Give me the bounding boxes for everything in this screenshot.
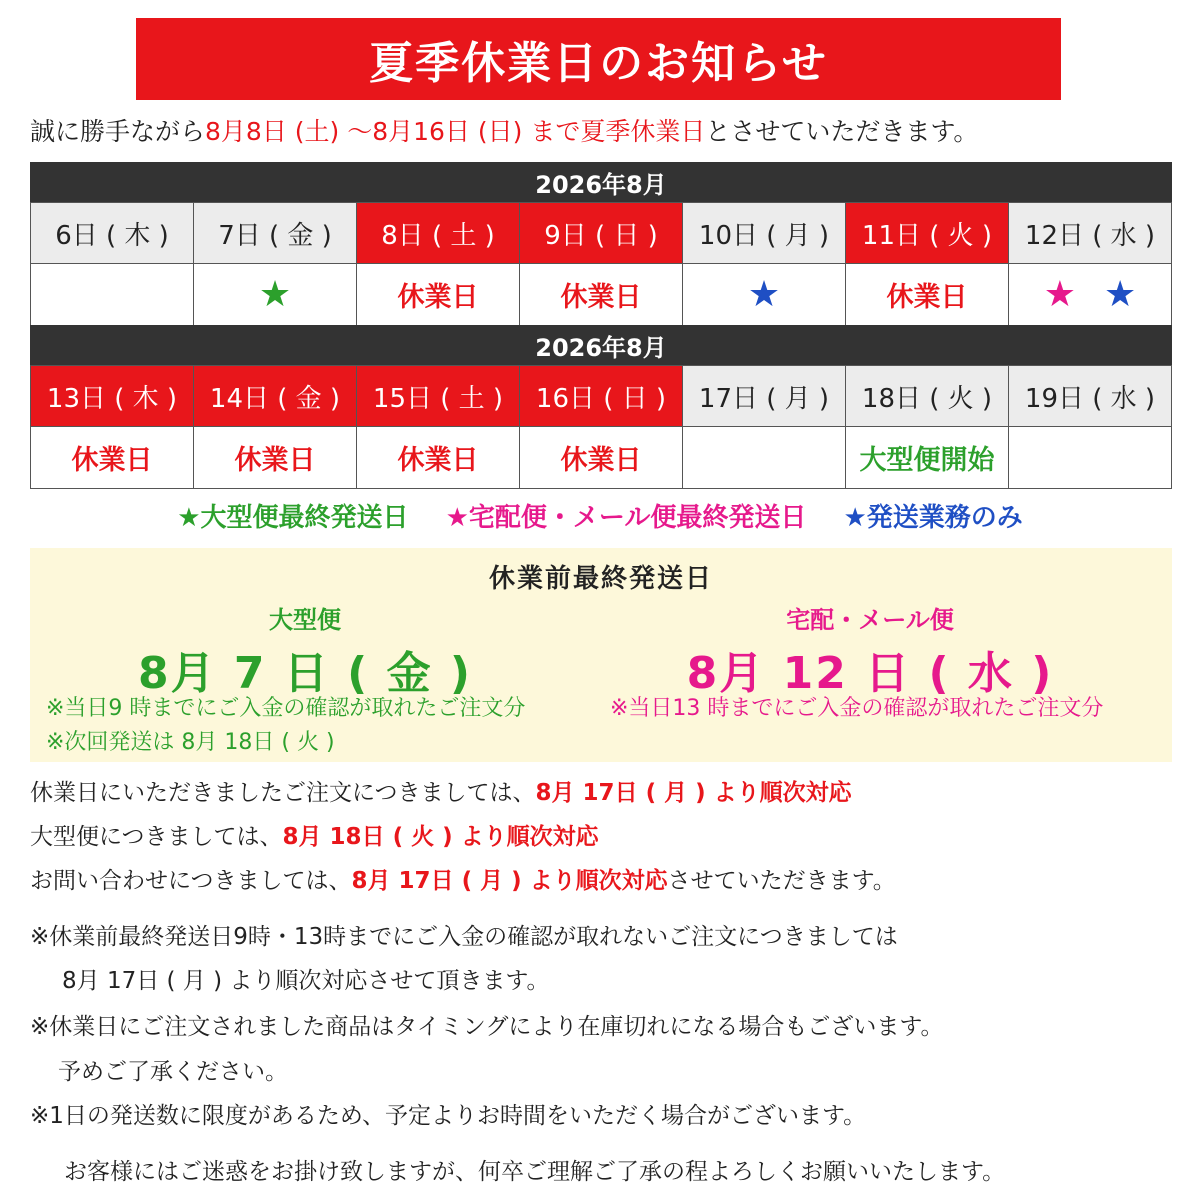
note-limit: ※1日の発送数に限度があるため、予定よりお時間をいただく場合がございます。 [30, 1103, 867, 1129]
calendar-day: 6日 ( 木 ) [31, 203, 194, 264]
calendar-note: 休業日 [520, 427, 683, 489]
note-stock-cont: 予めご了承ください。 [58, 1059, 288, 1085]
calendar-note: 休業日 [520, 264, 683, 326]
calendar-day: 17日 ( 月 ) [683, 366, 846, 427]
calendar-day: 8日 ( 土 ) [357, 203, 520, 264]
calendar-day: 7日 ( 金 ) [194, 203, 357, 264]
calendar-note [194, 264, 357, 326]
calendar-week-2 [30, 325, 1172, 489]
calendar-day: 12日 ( 水 ) [1009, 203, 1172, 264]
closing-message: お客様にはご迷惑をお掛け致しますが、何卒ご理解ご了承の程よろしくお願いいたします。 [64, 1159, 1006, 1185]
large-shipping-date: 8月 7 日 ( 金 ) [137, 648, 473, 699]
info-highlight: 8月 18日 ( 火 ) より順次対応 [282, 824, 599, 850]
info-line-orders [30, 774, 852, 807]
calendar-note: 休業日 [357, 264, 520, 326]
large-shipping-column [30, 600, 580, 701]
calendar-note: 大型便開始 [846, 427, 1009, 489]
calendar-day: 14日 ( 金 ) [194, 366, 357, 427]
mail-shipping-column [570, 600, 1170, 701]
calendar-day: 18日 ( 火 ) [846, 366, 1009, 427]
page-title: 夏季休業日のお知らせ [369, 38, 828, 89]
calendar-note [683, 264, 846, 326]
info-line-inquiry [30, 862, 896, 895]
intro-after: とさせていただきます。 [705, 117, 979, 146]
intro-text [30, 112, 1180, 148]
calendar-month-header: 2026年8月 [30, 325, 1172, 365]
info-highlight: 8月 17日 ( 月 ) より順次対応 [535, 780, 852, 806]
legend-large-final: ★大型便最終発送日 [177, 503, 409, 533]
large-shipping-label: 大型便 [269, 606, 341, 634]
info-text: 休業日にいただきましたご注文につきましては、 [30, 780, 536, 806]
calendar-day: 10日 ( 月 ) [683, 203, 846, 264]
calendar-day-row [31, 203, 1172, 264]
calendar-day: 16日 ( 日 ) [520, 366, 683, 427]
calendar-week-1 [30, 162, 1172, 326]
legend-shipping-only: ★発送業務のみ [843, 503, 1023, 533]
calendar-day: 19日 ( 水 ) [1009, 366, 1172, 427]
calendar-note [31, 264, 194, 326]
note-stock: ※休業日にご注文されました商品はタイミングにより在庫切れになる場合もございます。 [30, 1014, 944, 1040]
intro-period: 8月8日 (土) 〜8月16日 (日) まで夏季休業日 [205, 117, 706, 146]
info-line-large [30, 818, 599, 851]
calendar-day: 15日 ( 土 ) [357, 366, 520, 427]
calendar-table [30, 202, 1172, 326]
info-text: 大型便につきましては、 [30, 824, 283, 850]
calendar-day: 11日 ( 火 ) [846, 203, 1009, 264]
calendar-note [1009, 427, 1172, 489]
calendar-day-row [31, 366, 1172, 427]
note-payment: ※休業前最終発送日9時・13時までにご入金の確認が取れないご注文につきましては [30, 924, 898, 950]
calendar-note: 休業日 [846, 264, 1009, 326]
calendar-note-row [31, 427, 1172, 489]
mail-shipping-label: 宅配・メール便 [786, 606, 954, 634]
calendar-month-header: 2026年8月 [30, 162, 1172, 202]
star-icon: ★ [1043, 274, 1076, 315]
calendar-note-row [31, 264, 1172, 326]
calendar-note [1009, 264, 1172, 326]
large-shipping-note: ※当日9 時までにご入金の確認が取れたご注文分 [46, 696, 526, 721]
calendar-table [30, 365, 1172, 489]
info-text: お問い合わせにつきましては、 [30, 868, 352, 894]
next-shipping-note: ※次回発送は 8月 18日 ( 火 ) [46, 730, 335, 755]
page-title-banner [136, 18, 1061, 100]
info-tail: させていただきます。 [667, 868, 896, 894]
star-icon: ★ [747, 274, 781, 315]
calendar-day: 13日 ( 木 ) [31, 366, 194, 427]
mail-shipping-date: 8月 12 日 ( 水 ) [686, 648, 1054, 699]
calendar-note: 休業日 [194, 427, 357, 489]
calendar-note: 休業日 [31, 427, 194, 489]
star-icon: ★ [258, 274, 292, 315]
star-icon: ★ [1104, 274, 1137, 315]
legend-mail-final: ★宅配便・メール便最終発送日 [445, 503, 807, 533]
info-highlight: 8月 17日 ( 月 ) より順次対応 [351, 868, 668, 894]
intro-before: 誠に勝手ながら [30, 117, 206, 146]
last-shipping-title: 休業前最終発送日 [488, 564, 713, 594]
calendar-day: 9日 ( 日 ) [520, 203, 683, 264]
calendar-note [683, 427, 846, 489]
last-shipping-box [30, 548, 1172, 762]
mail-shipping-note: ※当日13 時までにご入金の確認が取れたご注文分 [610, 696, 1104, 721]
star-legend [0, 497, 1200, 534]
note-payment-cont: 8月 17日 ( 月 ) より順次対応させて頂きます。 [62, 968, 550, 994]
calendar-note: 休業日 [357, 427, 520, 489]
